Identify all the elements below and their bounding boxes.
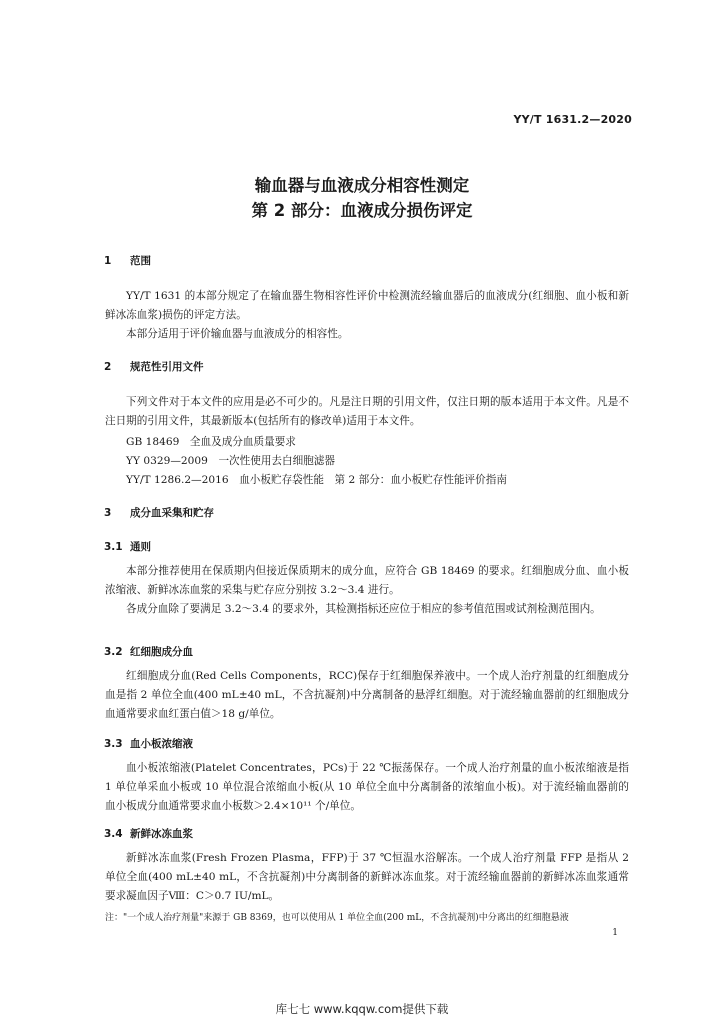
section-number: 1 — [104, 255, 112, 267]
section-number: 3.1 — [104, 541, 123, 553]
section-3-2-paragraph-1: 红细胞成分血(Red Cells Components，RCC)保存于红细胞保养液中。一个成人治疗剂量的红细胞成分血是指 2 单位全血(400 mL±40 mL，不含抗凝剂)中分离制备的悬浮红细胞。对于流经输血器前的红细胞成分血通常要求血红蛋白值＞18 g/单位。 — [105, 670, 629, 720]
title-line-2: 第 2 部分：血液成分损伤评定 — [251, 201, 473, 220]
section-title: 新鲜冰冻血浆 — [130, 828, 193, 840]
title-line-1: 输血器与血液成分相容性测定 — [254, 176, 470, 195]
download-footer: 库七七 www.kqqw.com提供下载 — [275, 1002, 449, 1016]
section-title: 血小板浓缩液 — [130, 738, 193, 750]
section-3-heading — [104, 505, 214, 520]
section-number: 3.4 — [104, 828, 123, 840]
footnote: 注："一个成人治疗剂量"来源于 GB 8369，也可以使用从 1 单位全血(200 mL，不含抗凝剂)中分离出的红细胞悬液 — [105, 913, 569, 923]
section-number: 3.3 — [104, 738, 123, 750]
section-title: 规范性引用文件 — [130, 361, 204, 373]
section-1-paragraph-1: YY/T 1631 的本部分规定了在输血器生物相容性评价中检测流经输血器后的血液成分(红细胞、血小板和新鲜冰冻血浆)损伤的评定方法。 — [105, 290, 629, 321]
section-3-1-paragraph-2: 各成分血除了要满足 3.2～3.4 的要求外，其检测指标还应位于相应的参考值范围或试剂检测范围内。 — [126, 603, 601, 615]
section-2-paragraph-1: 下列文件对于本文件的应用是必不可少的。凡是注日期的引用文件，仅注日期的版本适用于本文件。凡是不注日期的引用文件，其最新版本(包括所有的修改单)适用于本文件。 — [105, 396, 629, 427]
section-3-4-paragraph-1: 新鲜冰冻血浆(Fresh Frozen Plasma，FFP)于 37 ℃恒温水浴解冻。一个成人治疗剂量 FFP 是指从 2 单位全血(400 mL±40 mL，不含抗凝剂)中分离制备的新鲜冰冻血浆。对于流经输血器前的新鲜冰冻血浆通常要求凝血因子Ⅷ：C＞0.7 IU/mL。 — [105, 852, 629, 902]
section-title: 范围 — [130, 255, 151, 267]
standard-code: YY/T 1631.2—2020 — [513, 113, 632, 126]
page-number: 1 — [612, 928, 618, 938]
section-3-3-paragraph-1: 血小板浓缩液(Platelet Concentrates，PCs)于 22 ℃振荡保存。一个成人治疗剂量的血小板浓缩液是指 1 单位单采血小板或 10 单位混合浓缩血小板(从 10 单位全血中分离制备的浓缩血小板)。对于流经输血器前的血小板成分血通常要求血小板数＞2.4×10¹¹ 个/单位。 — [105, 762, 629, 812]
section-3-2-heading — [104, 644, 193, 659]
section-number: 2 — [104, 361, 112, 373]
section-1-paragraph-2: 本部分适用于评价输血器与血液成分的相容性。 — [126, 328, 349, 340]
section-1-heading — [104, 253, 151, 268]
reference-item: YY 0329—2009 一次性使用去白细胞滤器 — [126, 455, 335, 467]
section-3-1-heading — [104, 539, 151, 554]
section-number: 3.2 — [104, 646, 123, 658]
section-3-3-heading — [104, 736, 193, 751]
section-3-4-heading — [104, 826, 193, 841]
section-3-1-paragraph-1: 本部分推荐使用在保质期内但接近保质期末的成分血，应符合 GB 18469 的要求。红细胞成分血、血小板浓缩液、新鲜冰冻血浆的采集与贮存应分别按 3.2～3.4 进行。 — [105, 565, 629, 596]
section-title: 红细胞成分血 — [130, 646, 193, 658]
section-number: 3 — [104, 507, 112, 519]
section-title: 成分血采集和贮存 — [130, 507, 214, 519]
reference-item: YY/T 1286.2—2016 血小板贮存袋性能 第 2 部分：血小板贮存性能评价指南 — [126, 474, 507, 486]
reference-item: GB 18469 全血及成分血质量要求 — [126, 436, 296, 448]
section-title: 通则 — [130, 541, 151, 553]
section-2-heading — [104, 359, 204, 374]
